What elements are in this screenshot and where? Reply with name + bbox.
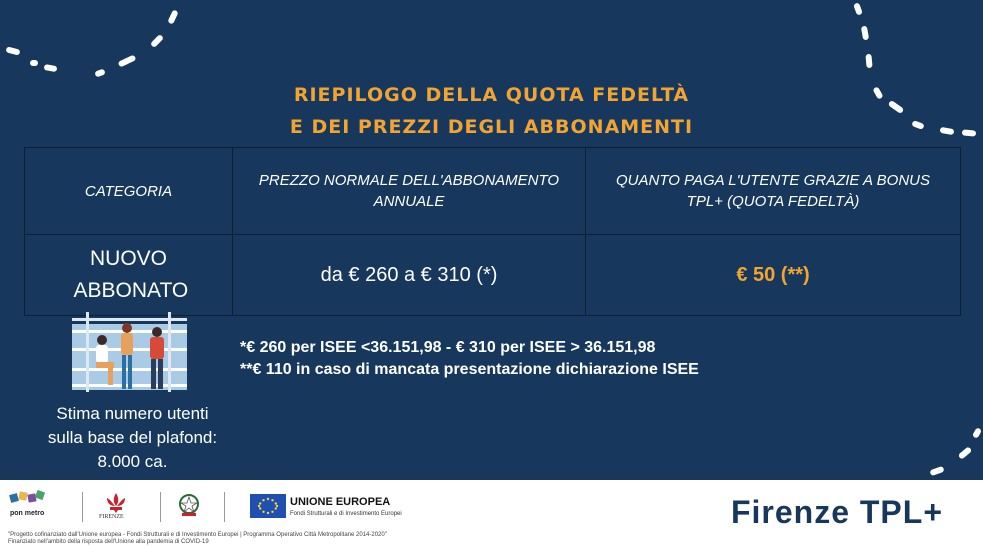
firenze-logo-text: FIRENZE — [99, 514, 124, 520]
table-row — [25, 235, 961, 316]
header-category: CATEGORIA — [25, 148, 233, 235]
logo-separator — [224, 492, 225, 522]
header-normal-price — [233, 148, 586, 235]
logo-separator — [82, 492, 83, 522]
category-cell: NUOVO ABBONATO — [73, 247, 189, 302]
footer — [0, 480, 983, 546]
price-summary-table — [24, 147, 961, 316]
table-header-row — [25, 148, 961, 235]
user-pays-cell: € 50 (**) — [586, 235, 961, 316]
logo-separator — [160, 492, 161, 522]
title-line-1: RIEPILOGO DELLA QUOTA FEDELTÀ — [293, 84, 690, 106]
footnote-2: **€ 110 in caso di mancata presentazione dichiarazione ISEE — [240, 361, 699, 378]
footnotes — [240, 337, 699, 381]
footnote-1: *€ 260 per ISEE <36.151,98 - € 310 per ISEE > 36.151,98 — [240, 339, 656, 356]
pon-metro-logo-text: pon metro — [10, 510, 45, 517]
header-normal-price-text: PREZZO NORMALE DELL'ABBONAMENTO ANNUALE — [258, 172, 560, 210]
eu-subtitle: Fondi Strutturali e di Investimento Europei — [290, 511, 402, 517]
italian-republic-emblem — [178, 492, 200, 518]
pon-metro-logo — [8, 490, 48, 510]
commuters-illustration — [72, 312, 187, 394]
brand-title: Firenze TPL+ — [730, 494, 943, 530]
header-user-pays — [586, 148, 961, 235]
eu-name: UNIONE EUROPEA — [290, 496, 391, 508]
firenze-lily-logo — [104, 492, 128, 514]
normal-price-cell: da € 260 a € 310 (*) — [233, 235, 586, 316]
eu-flag — [250, 494, 286, 518]
users-estimate: Stima numero utenti sulla base del plafond: 8.000 ca. — [47, 404, 218, 471]
disclaimer-line-1: "Progetto cofinanziato dall'Unione europea - Fondi Strutturali e di Investimento Europei | Programma Operativo Città Metropolitane 2014-2020" — [8, 532, 387, 538]
title-line-2: E DEI PREZZI DEGLI ABBONAMENTI — [289, 116, 694, 138]
header-user-pays-text: QUANTO PAGA L'UTENTE GRAZIE A BONUS TPL+ (QUOTA FEDELTÀ) — [615, 172, 931, 210]
disclaimer-line-2: Finanziato nell'ambito della risposta dell'Unione alla pandemia di COVID-19 — [8, 539, 209, 545]
disclaimer — [8, 532, 448, 546]
